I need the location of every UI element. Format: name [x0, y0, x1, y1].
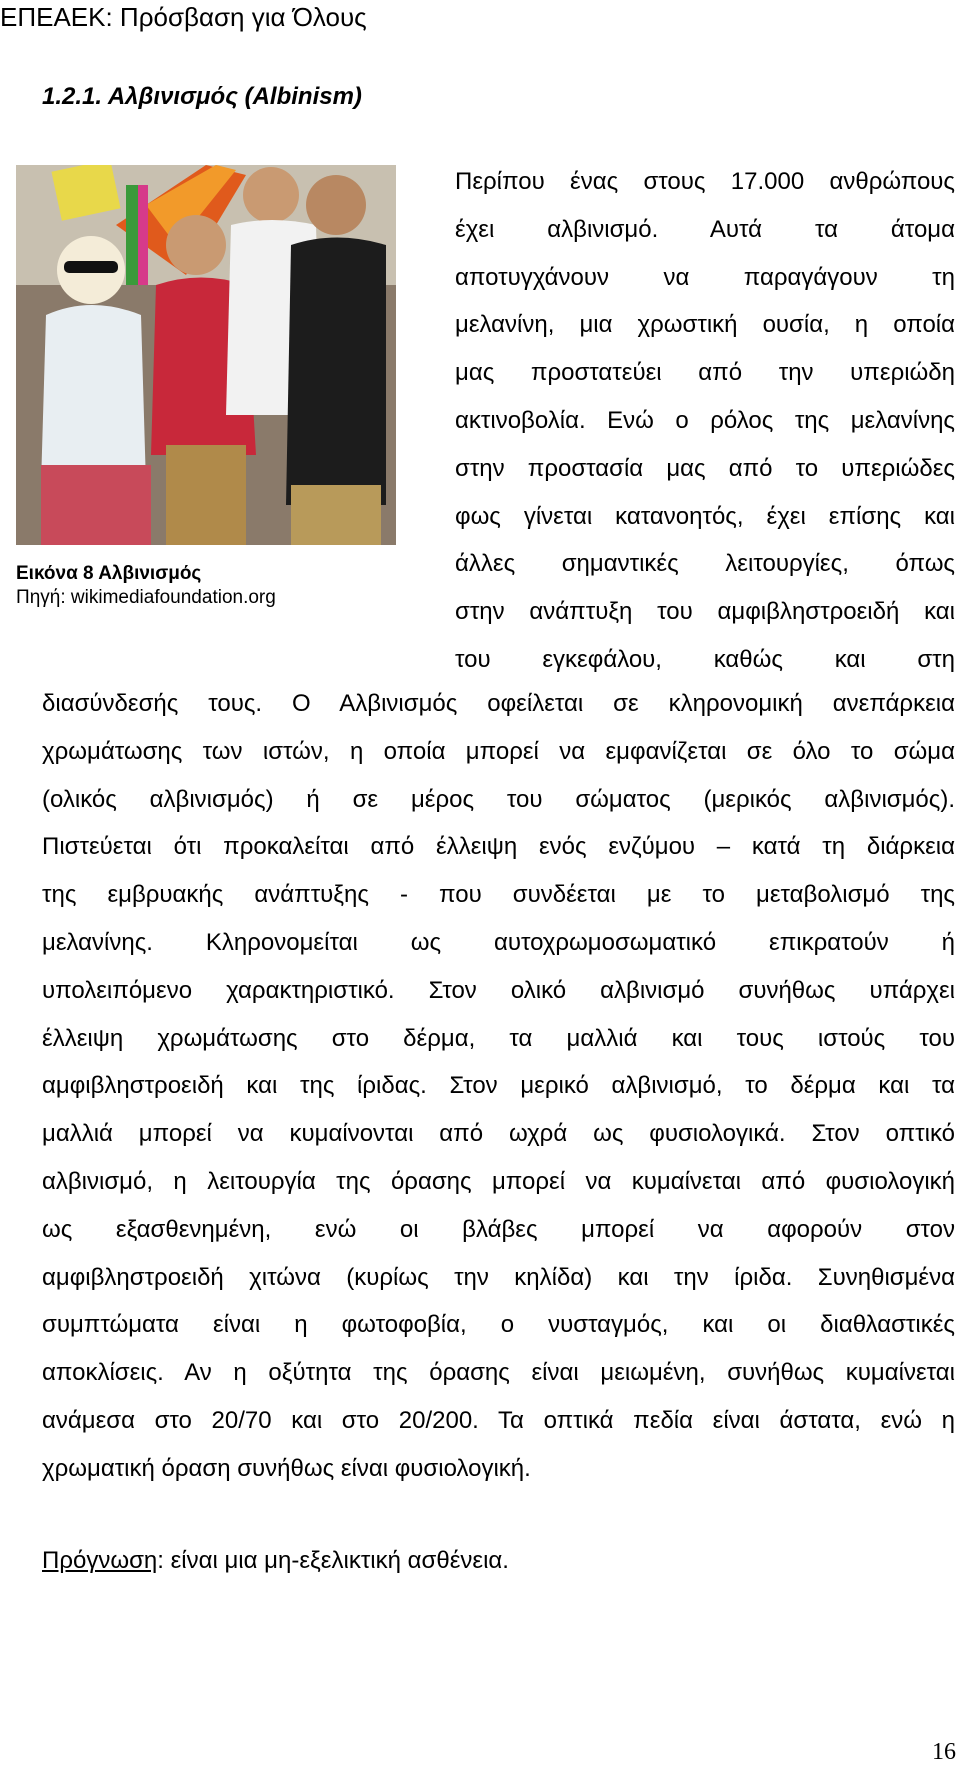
text-line: διασύνδεσής τους. Ο Αλβινισμός οφείλεται σε κληρονομική ανεπάρκεια	[42, 690, 955, 717]
text-line: του εγκεφάλου, καθώς και στη	[455, 645, 955, 673]
figure-photo	[16, 165, 396, 545]
text-line: υπολειπόμενο χαρακτηριστικό. Στον ολικό αλβινισμό συνήθως υπάρχει	[42, 976, 955, 1004]
text-line: στην προστασία μας από το υπεριώδες	[455, 454, 955, 482]
text-line: αποκλίσεις. Αν η οξύτητα της όρασης είναι μειωμένη, συνήθως κυμαίνεται	[42, 1359, 955, 1387]
text-line: μαλλιά μπορεί να κυμαίνονται από ωχρά ως φυσιολογικά. Στον οπτικό	[42, 1120, 955, 1148]
text-line: Πιστεύεται ότι προκαλείται από έλλειψη ενός ενζύμου – κατά τη διάρκεια	[42, 833, 955, 861]
text-line: (ολικός αλβινισμός) ή σε μέρος του σώματος (μερικός αλβινισμός).	[42, 785, 955, 813]
body-paragraph	[42, 680, 955, 1493]
text-line: χρωματική όραση συνήθως είναι φυσιολογική.	[42, 1454, 531, 1482]
page-number: 16	[932, 1739, 956, 1765]
text-line: αμφιβληστροειδή χιτώνα (κυρίως την κηλίδα) και την ίριδα. Συνηθισμένα	[42, 1263, 955, 1291]
albinism-photo-illustration	[16, 165, 396, 545]
text-line: έλλειψη χρωμάτωσης στο δέρμα, τα μαλλιά και τους ιστούς του	[42, 1024, 955, 1052]
text-line: στην ανάπτυξη του αμφιβληστροειδή και	[455, 598, 955, 626]
text-line: φως γίνεται κατανοητός, έχει επίσης και	[455, 502, 955, 530]
caption-source: Πηγή: wikimediafoundation.org	[16, 587, 276, 608]
text-line: χρωμάτωσης των ιστών, η οποία μπορεί να εμφανίζεται σε όλο το σώμα	[42, 737, 955, 765]
caption-title: Εικόνα 8 Αλβινισμός	[16, 563, 202, 584]
text-line: της εμβρυακής ανάπτυξης - που συνδέεται με το μεταβολισμό της	[42, 881, 955, 909]
text-line: αποτυγχάνουν να παραγάγουν τη	[455, 263, 955, 291]
document-header: ΕΠΕΑΕΚ: Πρόσβαση για Όλους	[0, 2, 367, 32]
prognosis-label: Πρόγνωση	[42, 1547, 158, 1574]
section-heading: 1.2.1. Αλβινισμός (Albinism)	[42, 83, 362, 110]
text-line: ακτινοβολία. Ενώ ο ρόλος της μελανίνης	[455, 406, 955, 434]
text-line: συμπτώματα είναι η φωτοφοβία, ο νυσταγμός, και οι διαθλαστικές	[42, 1311, 955, 1339]
text-line: έχει αλβινισμό. Αυτά τα άτομα	[455, 215, 955, 243]
text-line: αμφιβληστροειδή και της ίριδας. Στον μερικό αλβινισμό, το δέρμα και τα	[42, 1072, 955, 1100]
text-line: αλβινισμό, η λειτουργία της όρασης μπορεί να κυμαίνεται από φυσιολογική	[42, 1167, 955, 1195]
text-line: άλλες σημαντικές λειτουργίες, όπως	[455, 550, 955, 578]
prognosis-line	[42, 1537, 509, 1585]
figure-caption	[16, 562, 276, 610]
prognosis-text: : είναι μια μη-εξελικτική ασθένεια.	[157, 1547, 509, 1574]
text-line: μελανίνης. Κληρονομείται ως αυτοχρωμοσωματικό επικρατούν ή	[42, 928, 955, 956]
text-line: μελανίνη, μια χρωστική ουσία, η οποία	[455, 311, 955, 339]
text-line: ανάμεσα στο 20/70 και στο 20/200. Τα οπτικά πεδία είναι άστατα, ενώ η	[42, 1406, 955, 1434]
text-line: μας προστατεύει από την υπεριώδη	[455, 359, 955, 387]
wrapped-paragraph	[455, 158, 955, 684]
text-line: ως εξασθενημένη, ενώ οι βλάβες μπορεί να αφορούν στον	[42, 1215, 955, 1243]
text-line: Περίπου ένας στους 17.000 ανθρώπους	[455, 168, 955, 195]
